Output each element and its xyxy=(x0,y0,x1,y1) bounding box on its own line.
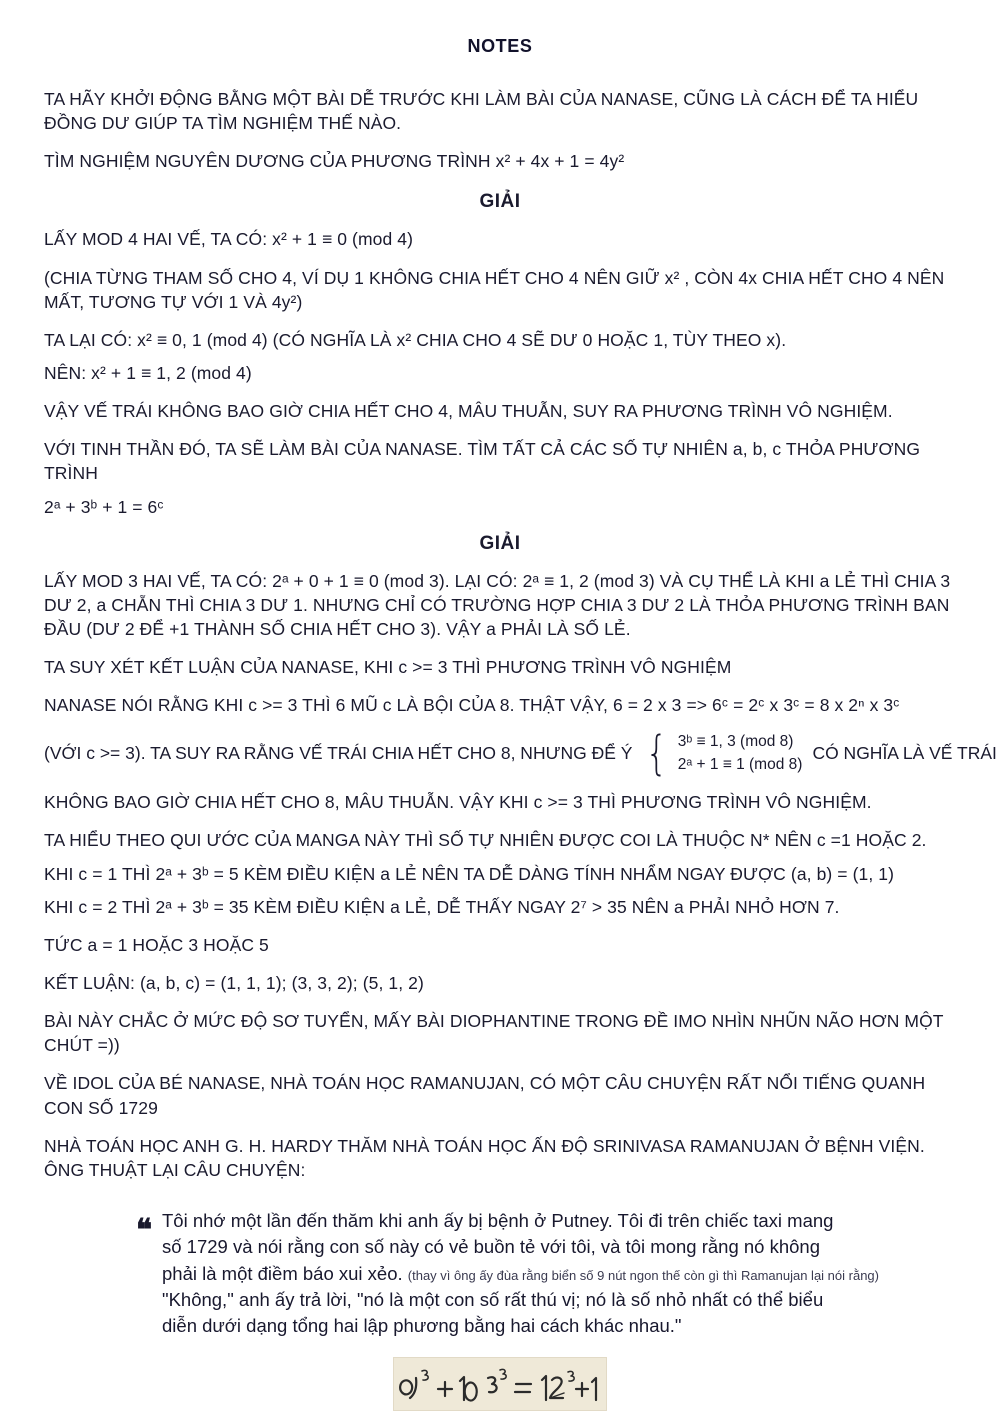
handwriting-figure-wrap xyxy=(44,1357,956,1411)
brace-group xyxy=(44,726,997,781)
quote-line-5: diễn dưới dạng tổng hai lập phương bằng hai cách khác nhau." xyxy=(162,1315,682,1337)
paragraph-problem-2-equation: 2ᵃ + 3ᵇ + 1 = 6ᶜ xyxy=(44,496,164,517)
paragraph-s2-line2: TA SUY XÉT KẾT LUẬN CỦA NANASE, KHI c >= 3 THÌ PHƯƠNG TRÌNH VÔ NGHIỆM xyxy=(44,657,732,678)
paragraph-s2-line7: KHI c = 2 THÌ 2ᵃ + 3ᵇ = 35 KÈM ĐIỀU KIỆN a LẺ, DỄ THẤY NGAY 2⁷ > 35 NÊN a PHẢI NHỎ HƠN 7. xyxy=(44,896,840,917)
quote-line-3-annotation: (thay vì ông ấy đùa rằng biển số 9 nút ngon thế còn gì thì Ramanujan lại nói rằng) xyxy=(407,1267,879,1283)
brace-line-1: 3ᵇ ≡ 1, 3 (mod 8) xyxy=(677,733,794,751)
paragraph-s2-line3: NANASE NÓI RẰNG KHI c >= 3 THÌ 6 MŨ c LÀ BỘI CỦA 8. THẬT VẬY, 6 = 2 x 3 => 6ᶜ = 2ᶜ x 3ᶜ = 8 x 2ⁿ x 3ᶜ xyxy=(44,695,900,716)
paragraph-ramanujan-1: VỀ IDOL CỦA BÉ NANASE, NHÀ TOÁN HỌC RAMANUJAN, CÓ MỘT CÂU CHUYỆN RẤT NỔI TIẾNG QUANH CON SỐ 1729 xyxy=(44,1073,926,1118)
paragraph-s2-line1: LẤY MOD 3 HAI VẾ, TA CÓ: 2ᵃ + 0 + 1 ≡ 0 (mod 3). LẠI CÓ: 2ᵃ ≡ 1, 2 (mod 3) VÀ CỤ THỂ LÀ KHI a LẺ THÌ CHIA 3 DƯ 2, a CHẴN THÌ CHIA 3 DƯ 1. NHƯNG CHỈ CÓ TRƯỜNG HỢP CHIA 3 DƯ 2 LÀ THỎA PHƯƠNG TRÌNH BAN ĐẦU (DƯ 2 ĐỂ +1 THÀNH SỐ CHIA HẾT CHO 3). VẬY a PHẢI LÀ SỐ LẺ. xyxy=(44,570,951,639)
quote-line-4: "Không," anh ấy trả lời, "nó là một con số rất thú vị; nó là số nhỏ nhất có thể biểu xyxy=(162,1288,824,1310)
brace-lead-text: (VỚI c >= 3). TA SUY RA RẰNG VẾ TRÁI CHIA HẾT CHO 8, NHƯNG ĐỂ Ý xyxy=(44,743,633,764)
quote-line-1: Tôi nhớ một lần đến thăm khi anh ấy bị bệnh ở Putney. Tôi đi trên chiếc taxi mang xyxy=(162,1210,834,1232)
left-brace-icon: { xyxy=(646,726,669,781)
quote-line-3: phải là một điềm báo xui xẻo. xyxy=(162,1262,403,1284)
handwriting-svg xyxy=(394,1358,606,1410)
heading-giai-1: GIẢI xyxy=(479,191,521,213)
paragraph-s1-line1: LẤY MOD 4 HAI VẾ, TA CÓ: x² + 1 ≡ 0 (mod 4) xyxy=(44,229,414,250)
quote-line-3-row xyxy=(162,1261,956,1287)
brace-lines xyxy=(678,731,803,776)
paragraph-conclusion: KẾT LUẬN: (a, b, c) = (1, 1, 1); (3, 3, 2); (5, 1, 2) xyxy=(44,973,424,994)
brace-tail-text: CÓ NGHĨA LÀ VẾ TRÁI xyxy=(812,743,997,764)
handwriting-equation-image xyxy=(393,1357,607,1411)
paragraph-intro: TA HÃY KHỞI ĐỘNG BẰNG MỘT BÀI DỄ TRƯỚC KHI LÀM BÀI CỦA NANASE, CŨNG LÀ CÁCH ĐỂ TA HIỂU ĐỒNG DƯ GIÚP TA TÌM NGHIỆM THẾ NÀO. xyxy=(44,89,919,134)
quote-line-2: số 1729 và nói rằng con số này có vẻ buồn tẻ với tôi, và tôi mong rằng nó không xyxy=(162,1236,820,1258)
heading-giai-2: GIẢI xyxy=(479,532,521,554)
paragraph-remark: BÀI NÀY CHẮC Ở MỨC ĐỘ SƠ TUYỂN, MẤY BÀI DIOPHANTINE TRONG ĐỀ IMO NHÌN NHŨN NÃO HƠN MỘT CHÚT =)) xyxy=(44,1011,944,1056)
paragraph-s2-line4: KHÔNG BAO GIỜ CHIA HẾT CHO 8, MÂU THUẪN. VẬY KHI c >= 3 THÌ PHƯƠNG TRÌNH VÔ NGHIỆM. xyxy=(44,792,872,813)
paragraph-s1-line2: (CHIA TỪNG THAM SỐ CHO 4, VÍ DỤ 1 KHÔNG CHIA HẾT CHO 4 NÊN GIỮ x² , CÒN 4x CHIA HẾT CHO 4 NÊN MẤT, TƯƠNG TỰ VỚI 1 VÀ 4y²) xyxy=(44,267,945,312)
quote-mark-icon: ❝ xyxy=(136,1214,153,1248)
paragraph-s2-line8: TỨC a = 1 HOẶC 3 HOẶC 5 xyxy=(44,934,269,955)
paragraph-ramanujan-2: NHÀ TOÁN HỌC ANH G. H. HARDY THĂM NHÀ TOÁN HỌC ẤN ĐỘ SRINIVASA RAMANUJAN Ở BỆNH VIỆN. ÔNG THUẬT LẠI CÂU CHUYỆN: xyxy=(44,1135,925,1180)
paragraph-s1-line5: VẬY VẾ TRÁI KHÔNG BAO GIỜ CHIA HẾT CHO 4, MÂU THUẪN, SUY RA PHƯƠNG TRÌNH VÔ NGHIỆM. xyxy=(44,401,893,422)
paragraph-problem-1: TÌM NGHIỆM NGUYÊN DƯƠNG CỦA PHƯƠNG TRÌNH x² + 4x + 1 = 4y² xyxy=(44,151,625,172)
brace-line-2: 2ᵃ + 1 ≡ 1 (mod 8) xyxy=(677,755,803,773)
paragraph-s1-line3: TA LẠI CÓ: x² ≡ 0, 1 (mod 4) (CÓ NGHĨA LÀ x² CHIA CHO 4 SẼ DƯ 0 HOẶC 1, TÙY THEO x). xyxy=(44,329,787,350)
paragraph-s2-line6: KHI c = 1 THÌ 2ᵃ + 3ᵇ = 5 KÈM ĐIỀU KIỆN a LẺ NÊN TA DỄ DÀNG TÍNH NHẨM NGAY ĐƯỢC (a, b) = (1, 1) xyxy=(44,863,895,884)
paragraph-problem-2-intro: VỚI TINH THẦN ĐÓ, TA SẼ LÀM BÀI CỦA NANASE. TÌM TẤT CẢ CÁC SỐ TỰ NHIÊN a, b, c THỎA PHƯƠNG TRÌNH xyxy=(44,439,921,484)
quote-block xyxy=(44,1208,956,1339)
paragraph-s1-line4: NÊN: x² + 1 ≡ 1, 2 (mod 4) xyxy=(44,362,252,383)
paragraph-s2-line5: TA HIỂU THEO QUI ƯỚC CỦA MANGA NÀY THÌ SỐ TỰ NHIÊN ĐƯỢC COI LÀ THUỘC N* NÊN c =1 HOẶC 2. xyxy=(44,830,927,851)
page-title: NOTES xyxy=(467,36,533,56)
